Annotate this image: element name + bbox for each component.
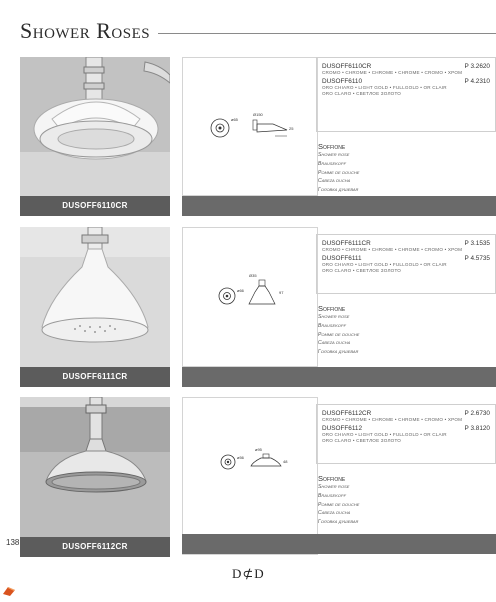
product-code: DUSOFF6111CR [322,240,371,247]
shower-rose-photo-icon [20,397,170,537]
section-bar [182,367,496,387]
shower-rose-photo-icon [20,227,170,367]
finish-list: ORO CLARO • СВЕТЛОЕ ЗОЛОТО [322,438,402,443]
svg-text:Ø150: Ø150 [253,112,263,117]
dimension-drawing-icon [183,228,317,366]
name-translation: Brausekopf [318,492,347,499]
finish-list: ORO CHIARO • LIGHT GOLD • FULLGOLD • OR CLAIR [322,85,447,90]
product-name-title: Soffione [318,304,346,313]
product-label: DUSOFF6112CR [20,537,170,557]
product-info [316,234,496,357]
svg-text:ø65: ø65 [231,117,238,122]
name-translation: Shower rose [318,152,350,158]
name-translation: Pomme de douche [318,331,360,338]
product-code: DUSOFF6112CR [322,410,372,417]
product-photo [20,227,170,367]
code-box [316,404,496,464]
name-translation: Головка душевая [318,349,359,356]
name-translation: Cabeza ducha [318,178,351,185]
product-price: P 3.2620 [464,63,490,70]
product-code: DUSOFF6110 [322,78,363,85]
product-code: DUSOFF6110CR [322,63,372,70]
title-rule [158,33,496,34]
name-translation: Shower rose [318,314,350,320]
product-price: P 3.8120 [464,425,490,432]
product-info [316,404,496,527]
product-name-title: Soffione [318,474,346,483]
product-price: P 4.5735 [464,255,490,262]
code-box [316,57,496,132]
product-photo [20,397,170,537]
technical-drawing [182,397,318,555]
technical-drawing [182,227,318,367]
name-translation: Головка душевая [318,519,359,526]
svg-text:48: 48 [283,459,288,464]
name-translation: Pomme de douche [318,169,360,176]
page-number: 138 [6,538,20,547]
svg-text:ø95: ø95 [255,447,262,452]
name-translation: Cabeza ducha [318,510,351,517]
section-bar [182,196,496,216]
svg-text:ø56: ø56 [237,455,244,460]
product-price: P 2.6730 [464,410,490,417]
product-price: P 4.2310 [464,78,490,85]
product-info [316,57,496,195]
section-bar [182,534,496,554]
finish-list: ORO CHIARO • LIGHT GOLD • FULLGOLD • OR CLAIR [322,432,447,437]
product-label: DUSOFF6111CR [20,367,170,387]
finish-list: ORO CLARO • СВЕТЛОЕ ЗОЛОТО [322,91,402,96]
name-translation: Brausekopf [318,160,347,167]
code-box [316,234,496,294]
finish-list: ORO CHIARO • LIGHT GOLD • FULLGOLD • OR CLAIR [322,262,447,267]
page-title: Shower Roses [20,18,151,43]
svg-text:Ø35: Ø35 [249,273,257,278]
finish-list: CROMO • CHROME • CHROME • CHROME • CROMO • XPOM [322,417,463,422]
technical-drawing [182,57,318,196]
brand-logo: D⊄D [232,566,265,581]
finish-list: CROMO • CHROME • CHROME • CHROME • CROMO • XPOM [322,247,463,252]
product-code: DUSOFF6111 [322,255,362,262]
name-translation: Головка душевая [318,187,359,194]
product-name-title: Soffione [318,142,346,151]
svg-text:97: 97 [279,290,284,295]
finish-list: ORO CLARO • СВЕТЛОЕ ЗОЛОТО [322,268,402,273]
product-label: DUSOFF6110CR [20,196,170,216]
name-translation: Shower rose [318,484,350,490]
product-photo [20,57,170,196]
product-code: DUSOFF6112 [322,425,363,432]
pdf-icon [2,584,16,602]
product-price: P 3.1535 [464,240,490,247]
dimension-drawing-icon [183,58,317,195]
name-translation: Brausekopf [318,322,347,329]
name-translation: Pomme de douche [318,501,360,508]
finish-list: CROMO • CHROME • CHROME • CHROME • CROMO • XPOM [322,70,463,75]
name-translation: Cabeza ducha [318,340,351,347]
dimension-drawing-icon [183,398,317,554]
svg-text:ø66: ø66 [237,288,244,293]
shower-rose-photo-icon [20,57,170,196]
svg-text:25: 25 [289,126,294,131]
